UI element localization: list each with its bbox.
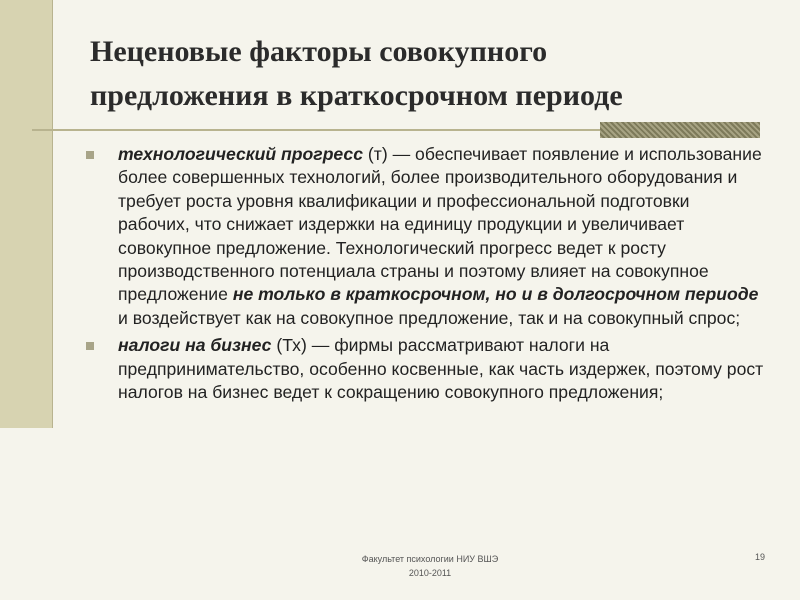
bullet-item-technological-progress	[86, 143, 766, 330]
decorative-side-bar	[0, 0, 52, 428]
slide-title-line-1: Неценовые факторы совокупного	[90, 35, 548, 68]
footer-faculty: Факультет психологии НИУ ВШЭ	[361, 554, 499, 564]
square-bullet-icon	[86, 342, 94, 350]
bullet-term: налоги на бизнес	[118, 335, 272, 356]
slide-title-line-2: предложения в краткосрочном периоде	[90, 79, 623, 112]
title-divider-pattern	[600, 122, 760, 138]
bullet-emphasis: не только в краткосрочном, но и в долгосрочном периоде	[232, 284, 759, 305]
page-number: 19	[754, 552, 765, 562]
side-bar-border	[52, 0, 53, 428]
bullet-text-continued: и воздействует как на совокупное предложение, так и на совокупный спрос;	[118, 307, 741, 328]
bullet-term: технологический прогресс	[118, 144, 364, 164]
bullet-item-business-taxes	[86, 334, 766, 404]
footer-years: 2010-2011	[408, 568, 452, 578]
slide-title	[90, 30, 780, 118]
bullet-text: (Тх) — фирмы рассматривают налоги на предпринимательство, особенно косвенные, как часть издержек, поэтому рост налогов на бизнес ведет к сокращению совокупного предложения;	[118, 335, 764, 403]
slide-footer	[300, 552, 560, 580]
bullet-text: (т) — обеспечивает появление и использование более совершенных технологий, более производительного оборудования и требует роста уровня квалификации и профессиональной подготовки рабочих, что снижает издержки на единицу продукции и увеличивает совокупное предложение. Технологический прогресс ведет к росту производственного потенциала страны и поэтому влияет на совокупное предложение	[118, 144, 762, 305]
square-bullet-icon	[86, 151, 94, 159]
title-divider	[32, 129, 607, 131]
slide-body	[86, 143, 766, 408]
